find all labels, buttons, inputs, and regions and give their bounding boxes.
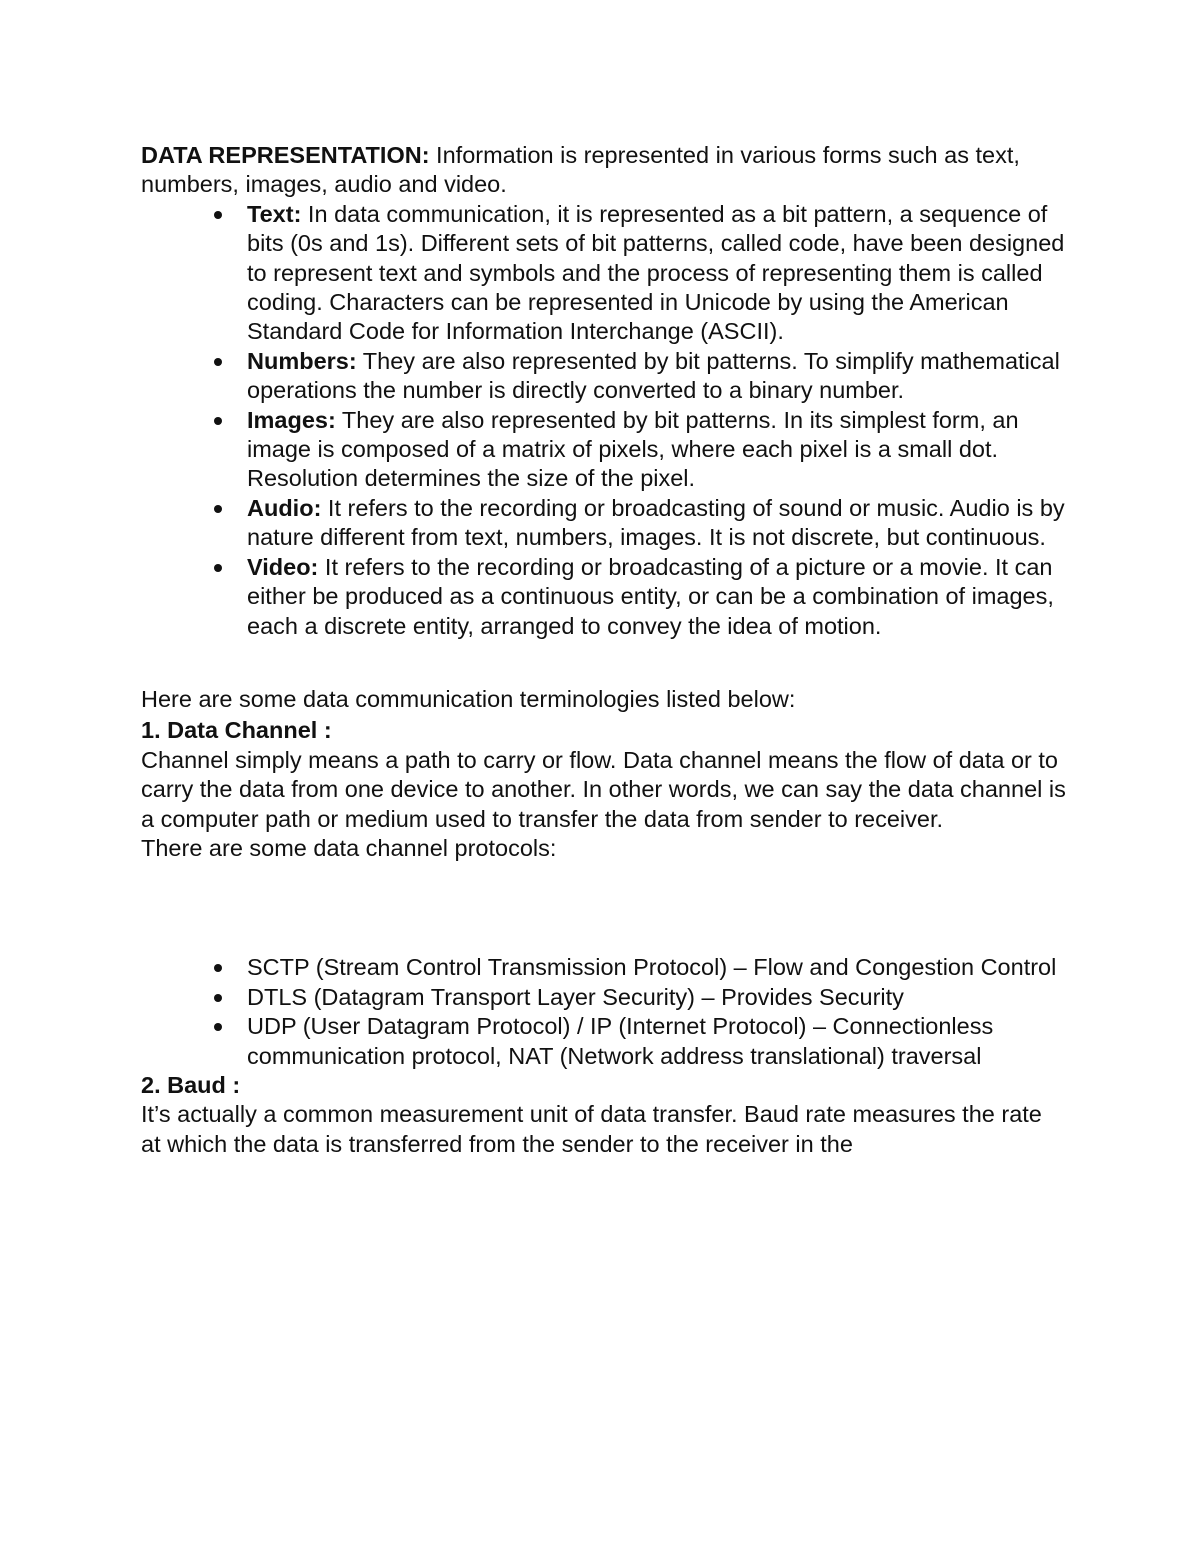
spacer <box>141 641 1066 685</box>
section-2-heading-text: 2. Baud : <box>141 1071 241 1098</box>
list-item-numbers <box>247 347 1066 406</box>
representation-list <box>141 200 1066 641</box>
section-1-heading <box>141 716 1066 745</box>
list-item-video <box>247 553 1066 641</box>
spacer <box>141 863 1066 953</box>
list-item-term: Images: <box>247 406 336 433</box>
protocol-item: DTLS (Datagram Transport Layer Security) – Provides Security <box>247 983 1066 1012</box>
list-item-term: Numbers: <box>247 347 357 374</box>
list-item-description: They are also represented by bit patterns. In its simplest form, an image is composed of a matrix of pixels, where each pixel is a small dot. Resolution determines the size of the pixel. <box>247 406 1019 492</box>
intro-paragraph <box>141 141 1066 200</box>
list-item-text <box>247 200 1066 347</box>
section-2-heading <box>141 1071 1066 1100</box>
section-1-protocols-intro: There are some data channel protocols: <box>141 834 557 861</box>
intro-heading: DATA REPRESENTATION: <box>141 142 430 168</box>
document-page <box>141 141 1066 1159</box>
list-item-description: It refers to the recording or broadcasting of a picture or a movie. It can either be produced as a continuous entity, or can be a combination of images, each a discrete entity, arranged to convey the idea of motion. <box>247 553 1054 639</box>
list-item-term: Audio: <box>247 494 322 521</box>
protocols-list <box>141 953 1066 1071</box>
intro-text: Information is represented in various forms such as text, numbers, images, audio and video. <box>141 142 1020 198</box>
protocol-item: SCTP (Stream Control Transmission Protocol) – Flow and Congestion Control <box>247 953 1066 982</box>
protocol-item: UDP (User Datagram Protocol) / IP (Internet Protocol) – Connectionless communication protocol, NAT (Network address translational) traversal <box>247 1012 1066 1071</box>
list-item-audio <box>247 494 1066 553</box>
list-item-term: Text: <box>247 200 302 227</box>
section-1-body: Channel simply means a path to carry or flow. Data channel means the flow of data or to carry the data from one device to another. In other words, we can say the data channel is a computer path or medium used to transfer the data from sender to receiver. <box>141 746 1066 832</box>
list-item-description: They are also represented by bit patterns. To simplify mathematical operations the number is directly converted to a binary number. <box>247 347 1060 404</box>
list-item-term: Video: <box>247 553 319 580</box>
section-1-heading-text: 1. Data Channel : <box>141 717 332 744</box>
section-2-body: It’s actually a common measurement unit of data transfer. Baud rate measures the rate at which the data is transferred from the sender to the receiver in the <box>141 1101 1042 1157</box>
list-item-description: It refers to the recording or broadcasting of sound or music. Audio is by nature different from text, numbers, images. It is not discrete, but continuous. <box>247 494 1065 551</box>
list-item-description: In data communication, it is represented as a bit pattern, a sequence of bits (0s and 1s). Different sets of bit patterns, called code, have been designed to represent text and symbols and the process of representing them is called coding. Characters can be represented in Unicode by using the American Standard Code for Information Interchange (ASCII). <box>247 200 1065 345</box>
terminologies-intro: Here are some data communication terminologies listed below: <box>141 685 796 712</box>
list-item-images <box>247 406 1066 494</box>
